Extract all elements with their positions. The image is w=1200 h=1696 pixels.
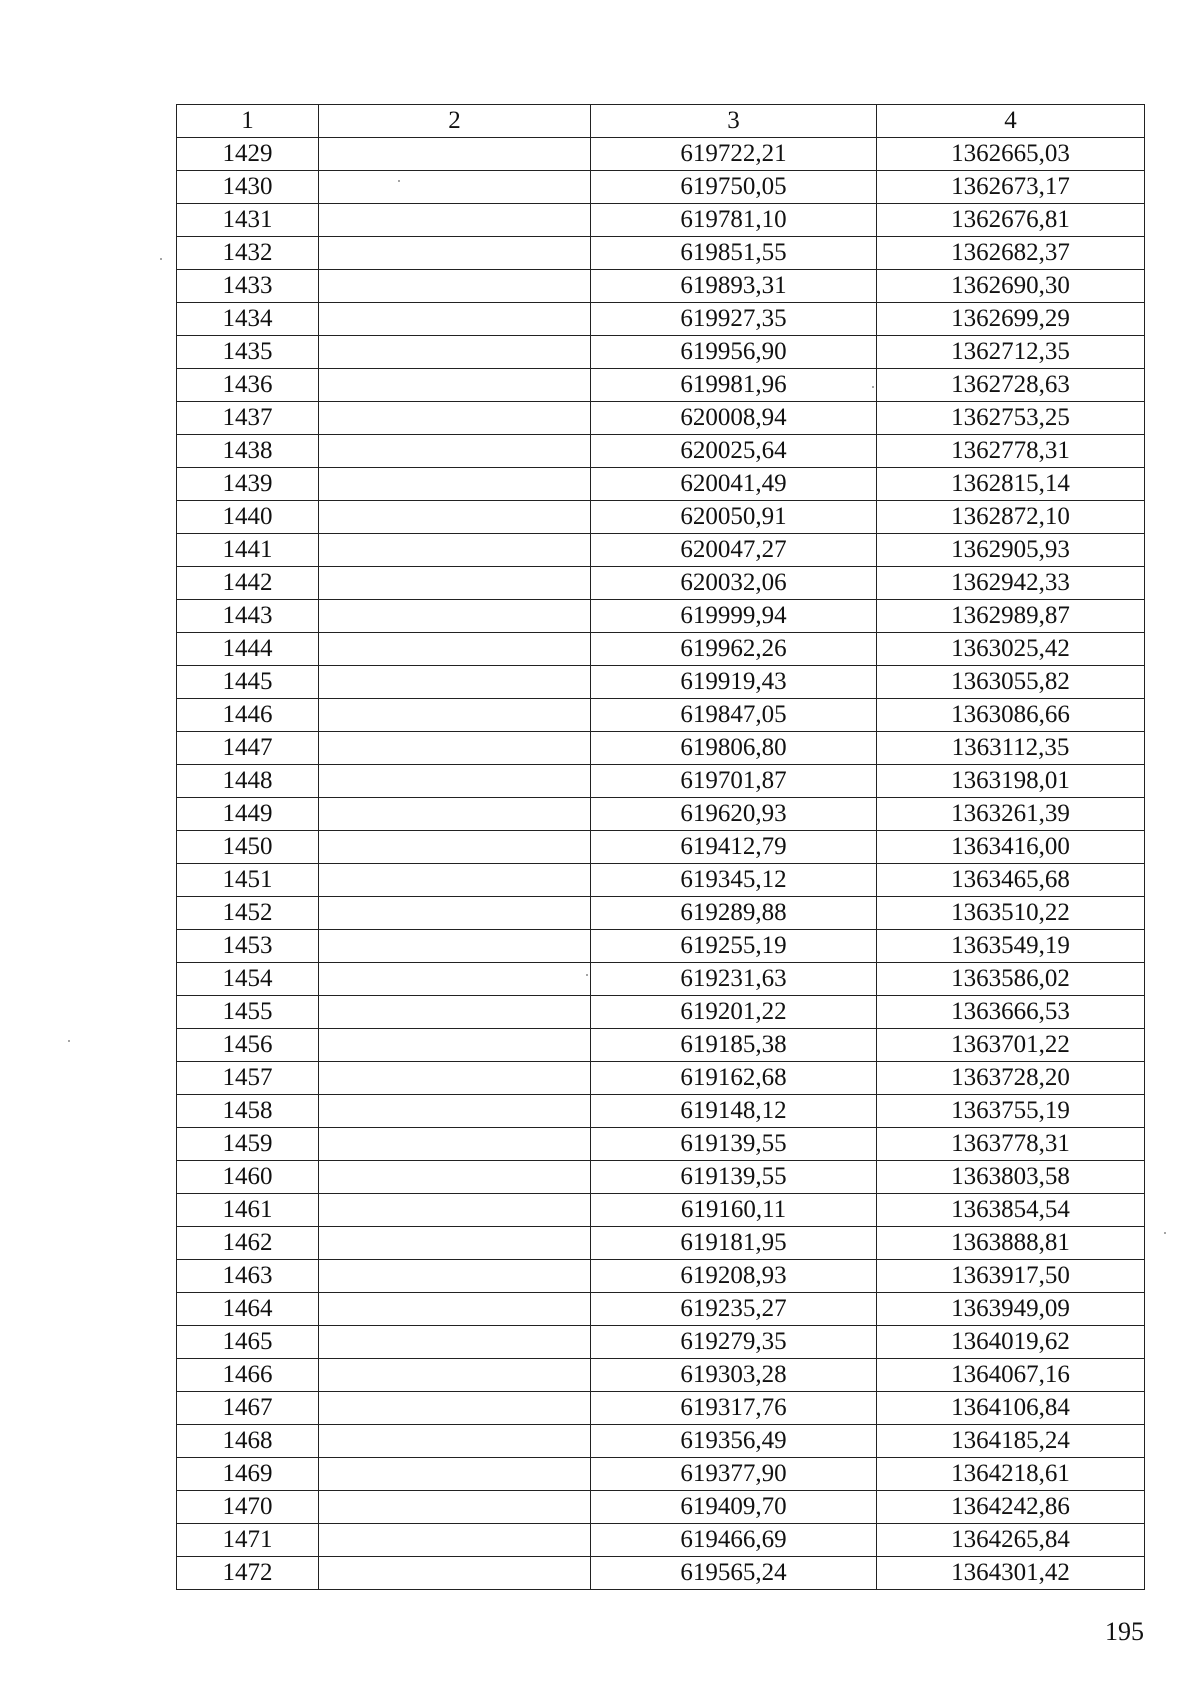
- x-coordinate-cell: 619345,12: [591, 864, 877, 897]
- point-number-cell: 1467: [177, 1392, 319, 1425]
- point-number-cell: 1446: [177, 699, 319, 732]
- y-coordinate-cell: 1363755,19: [877, 1095, 1145, 1128]
- table-row: [177, 435, 1145, 468]
- description-cell: [319, 1359, 591, 1392]
- description-cell: [319, 1194, 591, 1227]
- point-number-cell: 1471: [177, 1524, 319, 1557]
- description-cell: [319, 864, 591, 897]
- description-cell: [319, 171, 591, 204]
- table-row: [177, 765, 1145, 798]
- y-coordinate-cell: 1363586,02: [877, 963, 1145, 996]
- y-coordinate-cell: 1362989,87: [877, 600, 1145, 633]
- x-coordinate-cell: 619466,69: [591, 1524, 877, 1557]
- y-coordinate-cell: 1364265,84: [877, 1524, 1145, 1557]
- page-number: 195: [1105, 1617, 1144, 1646]
- column-header-3: 3: [591, 105, 877, 138]
- x-coordinate-cell: 619781,10: [591, 204, 877, 237]
- point-number-cell: 1465: [177, 1326, 319, 1359]
- y-coordinate-cell: 1363198,01: [877, 765, 1145, 798]
- description-cell: [319, 897, 591, 930]
- x-coordinate-cell: 619289,88: [591, 897, 877, 930]
- table-row: [177, 831, 1145, 864]
- y-coordinate-cell: 1364019,62: [877, 1326, 1145, 1359]
- y-coordinate-cell: 1363261,39: [877, 798, 1145, 831]
- x-coordinate-cell: 619255,19: [591, 930, 877, 963]
- table-row: [177, 1029, 1145, 1062]
- point-number-cell: 1444: [177, 633, 319, 666]
- table-row: [177, 1293, 1145, 1326]
- table-row: [177, 930, 1145, 963]
- point-number-cell: 1472: [177, 1557, 319, 1590]
- point-number-cell: 1429: [177, 138, 319, 171]
- table-row: [177, 336, 1145, 369]
- description-cell: [319, 1524, 591, 1557]
- y-coordinate-cell: 1363854,54: [877, 1194, 1145, 1227]
- table-row: [177, 666, 1145, 699]
- description-cell: [319, 435, 591, 468]
- point-number-cell: 1437: [177, 402, 319, 435]
- column-header-2: 2: [319, 105, 591, 138]
- point-number-cell: 1432: [177, 237, 319, 270]
- table-row: [177, 369, 1145, 402]
- table-row: [177, 798, 1145, 831]
- x-coordinate-cell: 619412,79: [591, 831, 877, 864]
- point-number-cell: 1436: [177, 369, 319, 402]
- point-number-cell: 1441: [177, 534, 319, 567]
- scan-speck: [872, 386, 874, 388]
- table-row: [177, 699, 1145, 732]
- description-cell: [319, 1128, 591, 1161]
- description-cell: [319, 633, 591, 666]
- x-coordinate-cell: 619409,70: [591, 1491, 877, 1524]
- description-cell: [319, 1062, 591, 1095]
- point-number-cell: 1463: [177, 1260, 319, 1293]
- y-coordinate-cell: 1363803,58: [877, 1161, 1145, 1194]
- point-number-cell: 1455: [177, 996, 319, 1029]
- description-cell: [319, 963, 591, 996]
- y-coordinate-cell: 1362905,93: [877, 534, 1145, 567]
- table-row: [177, 501, 1145, 534]
- description-cell: [319, 402, 591, 435]
- description-cell: [319, 831, 591, 864]
- description-cell: [319, 699, 591, 732]
- y-coordinate-cell: 1362815,14: [877, 468, 1145, 501]
- y-coordinate-cell: 1362753,25: [877, 402, 1145, 435]
- x-coordinate-cell: 619620,93: [591, 798, 877, 831]
- table-row: [177, 1425, 1145, 1458]
- point-number-cell: 1449: [177, 798, 319, 831]
- y-coordinate-cell: 1363778,31: [877, 1128, 1145, 1161]
- table-row: [177, 237, 1145, 270]
- point-number-cell: 1433: [177, 270, 319, 303]
- x-coordinate-cell: 619981,96: [591, 369, 877, 402]
- x-coordinate-cell: 620041,49: [591, 468, 877, 501]
- point-number-cell: 1468: [177, 1425, 319, 1458]
- point-number-cell: 1451: [177, 864, 319, 897]
- x-coordinate-cell: 619999,94: [591, 600, 877, 633]
- y-coordinate-cell: 1363416,00: [877, 831, 1145, 864]
- point-number-cell: 1430: [177, 171, 319, 204]
- table-row: [177, 138, 1145, 171]
- y-coordinate-cell: 1362712,35: [877, 336, 1145, 369]
- y-coordinate-cell: 1363728,20: [877, 1062, 1145, 1095]
- table-row: [177, 402, 1145, 435]
- x-coordinate-cell: 619303,28: [591, 1359, 877, 1392]
- x-coordinate-cell: 619847,05: [591, 699, 877, 732]
- table-row: [177, 270, 1145, 303]
- y-coordinate-cell: 1362728,63: [877, 369, 1145, 402]
- y-coordinate-cell: 1363888,81: [877, 1227, 1145, 1260]
- point-number-cell: 1457: [177, 1062, 319, 1095]
- table-row: [177, 1491, 1145, 1524]
- scan-speck: [1164, 1232, 1166, 1234]
- table-row: [177, 171, 1145, 204]
- y-coordinate-cell: 1362872,10: [877, 501, 1145, 534]
- description-cell: [319, 798, 591, 831]
- x-coordinate-cell: 619377,90: [591, 1458, 877, 1491]
- table-row: [177, 1095, 1145, 1128]
- table-row: [177, 633, 1145, 666]
- table-row: [177, 1062, 1145, 1095]
- description-cell: [319, 1458, 591, 1491]
- description-cell: [319, 1227, 591, 1260]
- description-cell: [319, 303, 591, 336]
- scan-speck: [586, 974, 588, 976]
- x-coordinate-cell: 619317,76: [591, 1392, 877, 1425]
- scan-speck: [398, 180, 400, 182]
- y-coordinate-cell: 1364218,61: [877, 1458, 1145, 1491]
- x-coordinate-cell: 619919,43: [591, 666, 877, 699]
- description-cell: [319, 336, 591, 369]
- point-number-cell: 1448: [177, 765, 319, 798]
- point-number-cell: 1464: [177, 1293, 319, 1326]
- point-number-cell: 1439: [177, 468, 319, 501]
- description-cell: [319, 138, 591, 171]
- point-number-cell: 1469: [177, 1458, 319, 1491]
- y-coordinate-cell: 1363666,53: [877, 996, 1145, 1029]
- point-number-cell: 1466: [177, 1359, 319, 1392]
- table-row: [177, 1161, 1145, 1194]
- y-coordinate-cell: 1362676,81: [877, 204, 1145, 237]
- coordinates-table: [176, 104, 1145, 1590]
- table-row: [177, 996, 1145, 1029]
- y-coordinate-cell: 1363510,22: [877, 897, 1145, 930]
- y-coordinate-cell: 1363917,50: [877, 1260, 1145, 1293]
- description-cell: [319, 600, 591, 633]
- point-number-cell: 1454: [177, 963, 319, 996]
- description-cell: [319, 1557, 591, 1590]
- table-row: [177, 1557, 1145, 1590]
- table-row: [177, 897, 1145, 930]
- x-coordinate-cell: 619356,49: [591, 1425, 877, 1458]
- point-number-cell: 1458: [177, 1095, 319, 1128]
- x-coordinate-cell: 619956,90: [591, 336, 877, 369]
- table-row: [177, 1524, 1145, 1557]
- table-row: [177, 1326, 1145, 1359]
- x-coordinate-cell: 620050,91: [591, 501, 877, 534]
- table-row: [177, 600, 1145, 633]
- description-cell: [319, 732, 591, 765]
- table-row: [177, 1194, 1145, 1227]
- x-coordinate-cell: 619893,31: [591, 270, 877, 303]
- table-row: [177, 864, 1145, 897]
- description-cell: [319, 1095, 591, 1128]
- description-cell: [319, 1029, 591, 1062]
- description-cell: [319, 666, 591, 699]
- table-row: [177, 963, 1145, 996]
- y-coordinate-cell: 1364242,86: [877, 1491, 1145, 1524]
- x-coordinate-cell: 619139,55: [591, 1161, 877, 1194]
- column-header-1: 1: [177, 105, 319, 138]
- table-row: [177, 1260, 1145, 1293]
- description-cell: [319, 996, 591, 1029]
- y-coordinate-cell: 1362673,17: [877, 171, 1145, 204]
- x-coordinate-cell: 620008,94: [591, 402, 877, 435]
- description-cell: [319, 567, 591, 600]
- point-number-cell: 1440: [177, 501, 319, 534]
- table-row: [177, 534, 1145, 567]
- x-coordinate-cell: 619148,12: [591, 1095, 877, 1128]
- y-coordinate-cell: 1363086,66: [877, 699, 1145, 732]
- point-number-cell: 1450: [177, 831, 319, 864]
- point-number-cell: 1460: [177, 1161, 319, 1194]
- x-coordinate-cell: 620047,27: [591, 534, 877, 567]
- description-cell: [319, 468, 591, 501]
- column-header-4: 4: [877, 105, 1145, 138]
- y-coordinate-cell: 1363465,68: [877, 864, 1145, 897]
- x-coordinate-cell: 619927,35: [591, 303, 877, 336]
- point-number-cell: 1434: [177, 303, 319, 336]
- table-row: [177, 1359, 1145, 1392]
- table-row: [177, 1458, 1145, 1491]
- table-header: [177, 105, 1145, 138]
- y-coordinate-cell: 1362665,03: [877, 138, 1145, 171]
- y-coordinate-cell: 1364106,84: [877, 1392, 1145, 1425]
- table-row: [177, 468, 1145, 501]
- table-row: [177, 732, 1145, 765]
- description-cell: [319, 501, 591, 534]
- point-number-cell: 1470: [177, 1491, 319, 1524]
- description-cell: [319, 1293, 591, 1326]
- x-coordinate-cell: 619279,35: [591, 1326, 877, 1359]
- table-row: [177, 1227, 1145, 1260]
- description-cell: [319, 1491, 591, 1524]
- x-coordinate-cell: 619722,21: [591, 138, 877, 171]
- x-coordinate-cell: 619181,95: [591, 1227, 877, 1260]
- x-coordinate-cell: 619160,11: [591, 1194, 877, 1227]
- x-coordinate-cell: 619750,05: [591, 171, 877, 204]
- x-coordinate-cell: 619139,55: [591, 1128, 877, 1161]
- y-coordinate-cell: 1362682,37: [877, 237, 1145, 270]
- x-coordinate-cell: 619231,63: [591, 963, 877, 996]
- header-row: [177, 105, 1145, 138]
- y-coordinate-cell: 1364301,42: [877, 1557, 1145, 1590]
- description-cell: [319, 1260, 591, 1293]
- description-cell: [319, 1425, 591, 1458]
- table-body: [177, 138, 1145, 1590]
- y-coordinate-cell: 1363701,22: [877, 1029, 1145, 1062]
- x-coordinate-cell: 619235,27: [591, 1293, 877, 1326]
- point-number-cell: 1447: [177, 732, 319, 765]
- description-cell: [319, 369, 591, 402]
- point-number-cell: 1461: [177, 1194, 319, 1227]
- y-coordinate-cell: 1362699,29: [877, 303, 1145, 336]
- y-coordinate-cell: 1362690,30: [877, 270, 1145, 303]
- x-coordinate-cell: 619565,24: [591, 1557, 877, 1590]
- y-coordinate-cell: 1364185,24: [877, 1425, 1145, 1458]
- point-number-cell: 1445: [177, 666, 319, 699]
- x-coordinate-cell: 619806,80: [591, 732, 877, 765]
- description-cell: [319, 1326, 591, 1359]
- description-cell: [319, 765, 591, 798]
- y-coordinate-cell: 1363055,82: [877, 666, 1145, 699]
- x-coordinate-cell: 619851,55: [591, 237, 877, 270]
- y-coordinate-cell: 1363112,35: [877, 732, 1145, 765]
- x-coordinate-cell: 619162,68: [591, 1062, 877, 1095]
- description-cell: [319, 534, 591, 567]
- x-coordinate-cell: 620025,64: [591, 435, 877, 468]
- table-row: [177, 204, 1145, 237]
- point-number-cell: 1459: [177, 1128, 319, 1161]
- x-coordinate-cell: 619185,38: [591, 1029, 877, 1062]
- y-coordinate-cell: 1364067,16: [877, 1359, 1145, 1392]
- x-coordinate-cell: 620032,06: [591, 567, 877, 600]
- description-cell: [319, 1161, 591, 1194]
- point-number-cell: 1435: [177, 336, 319, 369]
- table-row: [177, 1128, 1145, 1161]
- description-cell: [319, 237, 591, 270]
- point-number-cell: 1452: [177, 897, 319, 930]
- point-number-cell: 1438: [177, 435, 319, 468]
- y-coordinate-cell: 1363549,19: [877, 930, 1145, 963]
- point-number-cell: 1431: [177, 204, 319, 237]
- y-coordinate-cell: 1362942,33: [877, 567, 1145, 600]
- point-number-cell: 1462: [177, 1227, 319, 1260]
- point-number-cell: 1456: [177, 1029, 319, 1062]
- x-coordinate-cell: 619962,26: [591, 633, 877, 666]
- description-cell: [319, 270, 591, 303]
- description-cell: [319, 930, 591, 963]
- y-coordinate-cell: 1363025,42: [877, 633, 1145, 666]
- table-row: [177, 567, 1145, 600]
- y-coordinate-cell: 1362778,31: [877, 435, 1145, 468]
- y-coordinate-cell: 1363949,09: [877, 1293, 1145, 1326]
- point-number-cell: 1453: [177, 930, 319, 963]
- x-coordinate-cell: 619201,22: [591, 996, 877, 1029]
- scan-speck: [68, 1040, 70, 1042]
- point-number-cell: 1442: [177, 567, 319, 600]
- point-number-cell: 1443: [177, 600, 319, 633]
- table-row: [177, 303, 1145, 336]
- scan-speck: [160, 258, 162, 260]
- x-coordinate-cell: 619701,87: [591, 765, 877, 798]
- x-coordinate-cell: 619208,93: [591, 1260, 877, 1293]
- description-cell: [319, 1392, 591, 1425]
- description-cell: [319, 204, 591, 237]
- table-row: [177, 1392, 1145, 1425]
